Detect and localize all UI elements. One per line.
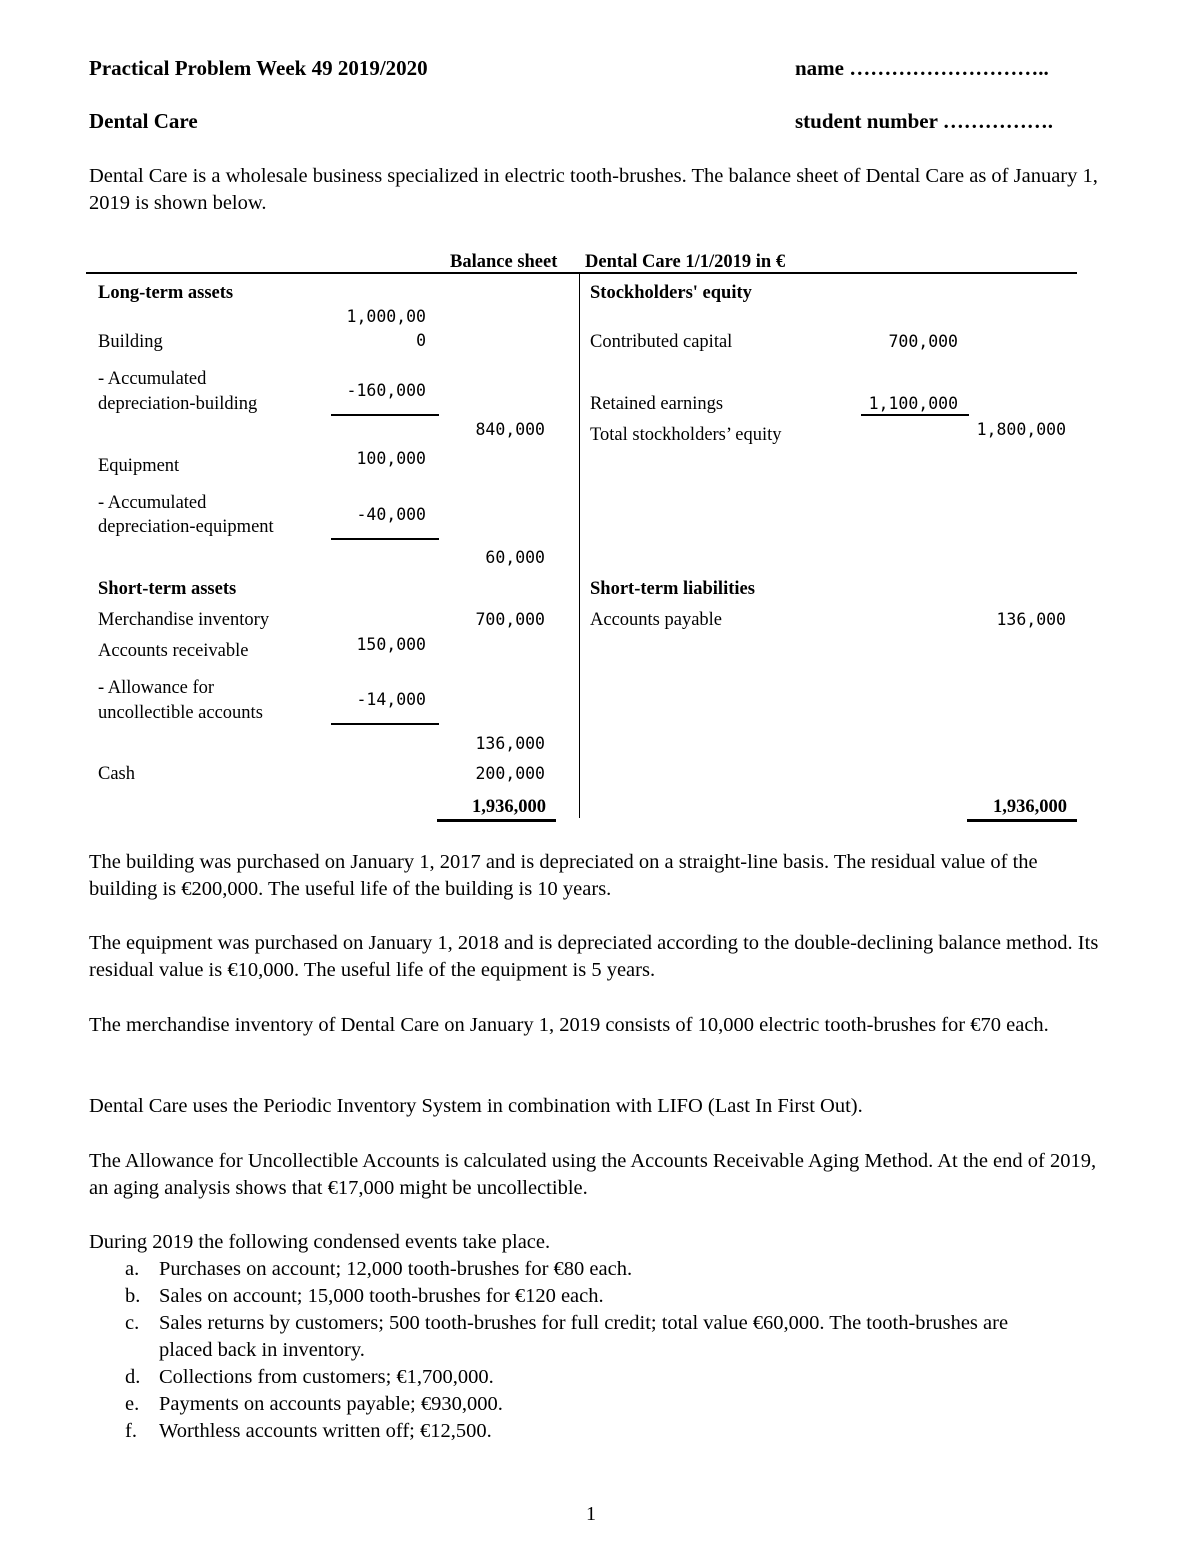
short-term-liabilities-heading: Short-term liabilities: [590, 579, 755, 599]
accounts-payable-value: 136,000: [996, 610, 1066, 629]
allowance-paragraph: The Allowance for Uncollectible Accounts is calculated using the Accounts Receivable Aging Method. At the end of 2019, an aging analysis shows that €17,000 might be uncollectible.: [89, 1150, 1097, 1199]
list-item-text: Payments on accounts payable; €930,000.: [159, 1393, 503, 1415]
accounts-receivable-value: 150,000: [356, 635, 426, 654]
student-number-label: student number …………….: [795, 109, 1054, 133]
long-term-assets-heading: Long-term assets: [98, 283, 234, 303]
list-item: [117, 1364, 1057, 1391]
total-liabilities-equity-value: 1,936,000: [993, 797, 1067, 817]
retained-earnings-label: Retained earnings: [590, 394, 724, 414]
subtotal-rule: [331, 723, 439, 725]
list-item: [117, 1256, 1057, 1283]
retained-earnings-value: 1,100,000: [868, 394, 958, 413]
acc-dep-building-label-2: depreciation-building: [98, 394, 258, 414]
building-net-value: 840,000: [475, 420, 545, 439]
list-item-label: b.: [125, 1285, 141, 1307]
contributed-capital-value: 700,000: [888, 332, 958, 351]
allowance-value: -14,000: [356, 690, 426, 709]
allowance-label-1: - Allowance for: [98, 678, 215, 698]
table-top-rule: [86, 272, 1077, 274]
total-equity-label: Total stockholders’ equity: [590, 425, 782, 445]
equipment-value: 100,000: [356, 449, 426, 468]
list-item-text: Collections from customers; €1,700,000.: [159, 1366, 494, 1388]
allowance-label-2: uncollectible accounts: [98, 703, 263, 723]
balance-sheet-title-right: Dental Care 1/1/2019 in €: [585, 252, 786, 272]
accounts-receivable-net-value: 136,000: [475, 734, 545, 753]
list-item: [117, 1310, 1057, 1364]
equipment-label: Equipment: [98, 456, 180, 476]
subtotal-rule: [331, 538, 439, 540]
intro-paragraph: Dental Care is a wholesale business specialized in electric tooth-brushes. The balance sheet of Dental Care as of January 1, 2019 is shown below.: [89, 165, 1098, 214]
list-item-text: Sales on account; 15,000 tooth-brushes for €120 each.: [159, 1285, 604, 1307]
acc-dep-building-label-1: - Accumulated: [98, 369, 207, 389]
list-item: [117, 1418, 1057, 1445]
accounts-receivable-label: Accounts receivable: [98, 641, 249, 661]
list-item-label: f.: [125, 1420, 137, 1442]
list-item-label: a.: [125, 1258, 140, 1280]
cash-value: 200,000: [475, 764, 545, 783]
list-item-text: Purchases on account; 12,000 tooth-brushes for €80 each.: [159, 1258, 633, 1280]
events-intro-paragraph: During 2019 the following condensed events take place.: [89, 1231, 551, 1253]
contributed-capital-label: Contributed capital: [590, 332, 733, 352]
total-double-rule: [437, 819, 556, 822]
table-center-divider: [579, 274, 580, 818]
cash-label: Cash: [98, 764, 135, 784]
list-item-label: d.: [125, 1366, 141, 1388]
building-value-line2: 0: [416, 331, 426, 350]
acc-dep-building-value: -160,000: [346, 381, 426, 400]
acc-dep-equipment-label-2: depreciation-equipment: [98, 517, 274, 537]
balance-sheet-title-left: Balance sheet: [450, 252, 558, 272]
acc-dep-equipment-value: -40,000: [356, 505, 426, 524]
building-value-line1: 1,000,00: [346, 307, 426, 326]
building-label: Building: [98, 332, 163, 352]
accounts-payable-label: Accounts payable: [590, 610, 723, 630]
name-field-label: name ………………………..: [795, 56, 1049, 80]
document-title: Practical Problem Week 49 2019/2020: [89, 56, 428, 80]
inventory-value: 700,000: [475, 610, 545, 629]
page-number: 1: [586, 1503, 596, 1525]
total-equity-value: 1,800,000: [976, 420, 1066, 439]
list-item-text: Worthless accounts written off; €12,500.: [159, 1420, 492, 1442]
list-item-text: Sales returns by customers; 500 tooth-brushes for full credit; total value €60,000. The tooth-brushes are placed back in inventory.: [159, 1312, 1009, 1361]
list-item: [117, 1391, 1057, 1418]
short-term-assets-heading: Short-term assets: [98, 579, 237, 599]
equipment-paragraph: The equipment was purchased on January 1, 2018 and is depreciated according to the double-declining balance method. Its residual value is €10,000. The useful life of the equipment is 5 years.: [89, 932, 1099, 981]
inventory-paragraph: The merchandise inventory of Dental Care on January 1, 2019 consists of 10,000 electric tooth-brushes for €70 each.: [89, 1014, 1049, 1036]
stockholders-equity-heading: Stockholders' equity: [590, 283, 752, 303]
list-item-label: e.: [125, 1393, 140, 1415]
inventory-label: Merchandise inventory: [98, 610, 270, 630]
subtotal-rule: [331, 414, 439, 416]
list-item-label: c.: [125, 1312, 140, 1334]
total-double-rule: [967, 819, 1077, 822]
total-assets-value: 1,936,000: [472, 797, 546, 817]
building-paragraph: The building was purchased on January 1, 2017 and is depreciated on a straight-line basis. The residual value of the building is €200,000. The useful life of the building is 10 years.: [89, 851, 1038, 900]
document-subtitle: Dental Care: [89, 109, 198, 133]
events-list: [117, 1256, 1057, 1445]
subtotal-rule: [861, 414, 969, 416]
list-item: [117, 1283, 1057, 1310]
equipment-net-value: 60,000: [485, 548, 545, 567]
inventory-system-paragraph: Dental Care uses the Periodic Inventory System in combination with LIFO (Last In First Out).: [89, 1095, 863, 1117]
acc-dep-equipment-label-1: - Accumulated: [98, 493, 207, 513]
